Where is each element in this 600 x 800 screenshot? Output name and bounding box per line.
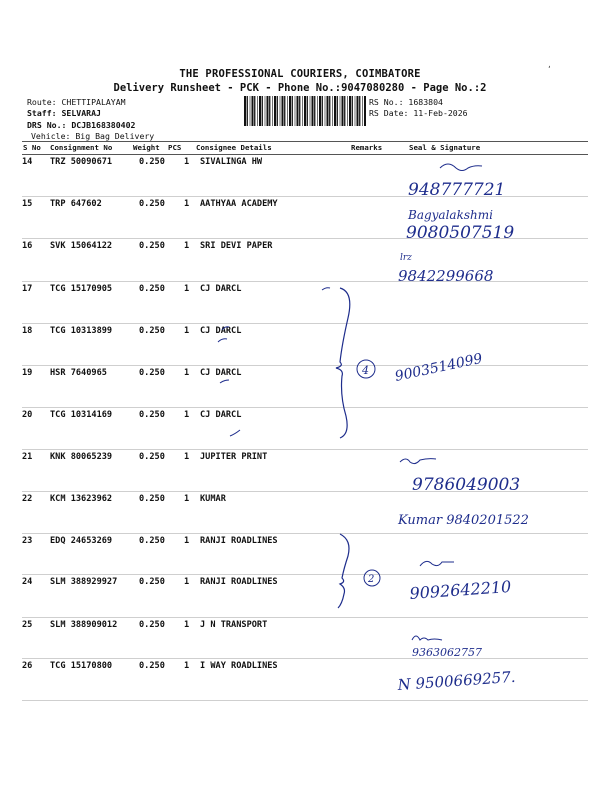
col-pcs: PCS [168,143,182,152]
vehicle-label: Vehicle: Big Bag Delivery [31,131,155,141]
row-consignment-no: TCG 10313899 [50,326,113,336]
row-weight: 0.250 [139,661,165,671]
row-weight: 0.250 [139,368,165,378]
row-sno: 14 [22,157,33,167]
drs-number: DRS No.: DCJB168380402 [27,120,136,130]
row-consignment-no: TRP 647602 [50,199,102,209]
row-sno: 25 [22,620,33,630]
row-consignee: CJ DARCL [200,410,242,420]
row-consignee: CJ DARCL [200,284,242,294]
row-divider [22,658,588,659]
barcode [244,96,366,126]
row-divider [22,574,588,575]
signature-phone: 948777721 [408,180,506,200]
row-consignee: JUPITER PRINT [200,452,268,462]
col-seal: Seal & Signature [409,143,481,152]
signature-mark [420,561,454,566]
row-consignment-no: TCG 15170800 [50,661,113,671]
signature-mark [440,164,482,171]
row-weight: 0.250 [139,536,165,546]
tick-mark [220,380,229,383]
row-pcs: 1 [184,199,190,209]
group-brace [338,534,349,608]
signature-phone: 9003514099 [393,350,484,385]
row-divider [22,365,588,366]
runsheet-title: Delivery Runsheet - PCK - Phone No.:9047080280 - Page No.:2 [113,82,487,94]
company-title: THE PROFESSIONAL COURIERS, COIMBATORE [179,68,421,80]
signature-phone: 9363062757 [412,646,482,659]
route-label: Route: CHETTIPALAYAM [27,97,126,107]
row-sno: 24 [22,577,33,587]
group-count: 4 [362,364,369,377]
col-consignment: Consignment No [50,143,113,152]
col-consignee: Consignee Details [196,143,272,152]
row-pcs: 1 [184,452,190,462]
row-divider [22,196,588,197]
tick-mark [322,288,330,290]
signature-phone: 9786049003 [412,475,521,495]
signature-phone: 9842299668 [398,267,494,285]
rs-number: RS No.: 1683804 [369,97,443,107]
row-consignee: CJ DARCL [200,368,242,378]
row-consignment-no: HSR 7640965 [50,368,107,378]
row-consignment-no: SVK 15064122 [50,241,113,251]
row-pcs: 1 [184,284,190,294]
row-divider [22,407,588,408]
row-divider [22,449,588,450]
row-sno: 21 [22,452,33,462]
row-weight: 0.250 [139,241,165,251]
tick-mark [218,339,227,342]
row-weight: 0.250 [139,577,165,587]
row-consignee: I WAY ROADLINES [200,661,278,671]
group-brace [336,288,350,438]
row-weight: 0.250 [139,199,165,209]
row-consignee: RANJI ROADLINES [200,536,278,546]
signature-name: Bagyalakshmi [408,208,493,222]
signature-initial: lrz [400,253,412,263]
row-consignee: AATHYAA ACADEMY [200,199,278,209]
row-pcs: 1 [184,661,190,671]
staff-label: Staff: SELVARAJ [27,108,101,118]
row-divider [22,323,588,324]
row-divider [22,617,588,618]
row-divider [22,533,588,534]
row-pcs: 1 [184,620,190,630]
row-consignee: J N TRANSPORT [200,620,268,630]
row-pcs: 1 [184,577,190,587]
row-sno: 19 [22,368,33,378]
row-pcs: 1 [184,157,190,167]
signature-mark [400,459,436,464]
signature-phone: 9092642210 [408,576,512,603]
group-count: 2 [368,574,375,585]
col-sno: S No [23,143,41,152]
row-divider [22,491,588,492]
row-weight: 0.250 [139,284,165,294]
row-weight: 0.250 [139,410,165,420]
row-consignee: CJ DARCL [200,326,242,336]
signature-phone: N 9500669257. [397,667,517,694]
row-weight: 0.250 [139,494,165,504]
row-divider [22,154,588,155]
row-consignment-no: TRZ 50090671 [50,157,113,167]
corner-mark: ʹ [546,66,552,76]
signature-phone: 9080507519 [406,223,515,243]
row-consignment-no: SLM 388929927 [50,577,118,587]
row-consignee: SRI DEVI PAPER [200,241,273,251]
row-sno: 26 [22,661,33,671]
row-pcs: 1 [184,326,190,336]
col-remarks: Remarks [351,143,383,152]
row-consignee: KUMAR [200,494,226,504]
row-consignment-no: KCM 13623962 [50,494,113,504]
group-count-circle [357,360,375,378]
row-weight: 0.250 [139,157,165,167]
row-consignment-no: TCG 15170905 [50,284,113,294]
row-consignment-no: SLM 388909012 [50,620,118,630]
row-sno: 22 [22,494,33,504]
rs-date: RS Date: 11-Feb-2026 [369,108,468,118]
row-weight: 0.250 [139,620,165,630]
row-weight: 0.250 [139,326,165,336]
row-pcs: 1 [184,536,190,546]
row-divider [22,700,588,701]
row-sno: 15 [22,199,33,209]
row-consignment-no: TCG 10314169 [50,410,113,420]
header-rule-top [22,141,588,142]
group-count-circle [364,570,380,586]
row-consignment-no: EDQ 24653269 [50,536,113,546]
tick-mark [230,430,240,436]
row-consignment-no: KNK 80065239 [50,452,113,462]
row-weight: 0.250 [139,452,165,462]
row-consignee: SIVALINGA HW [200,157,263,167]
row-pcs: 1 [184,241,190,251]
row-sno: 18 [22,326,33,336]
row-sno: 17 [22,284,33,294]
col-weight: Weight [133,143,160,152]
row-pcs: 1 [184,410,190,420]
row-sno: 23 [22,536,33,546]
row-pcs: 1 [184,368,190,378]
row-divider [22,281,588,282]
row-divider [22,238,588,239]
row-sno: 16 [22,241,33,251]
signature-phone: Kumar 9840201522 [398,513,529,528]
row-sno: 20 [22,410,33,420]
signature-mark [412,636,442,640]
row-pcs: 1 [184,494,190,504]
row-consignee: RANJI ROADLINES [200,577,278,587]
